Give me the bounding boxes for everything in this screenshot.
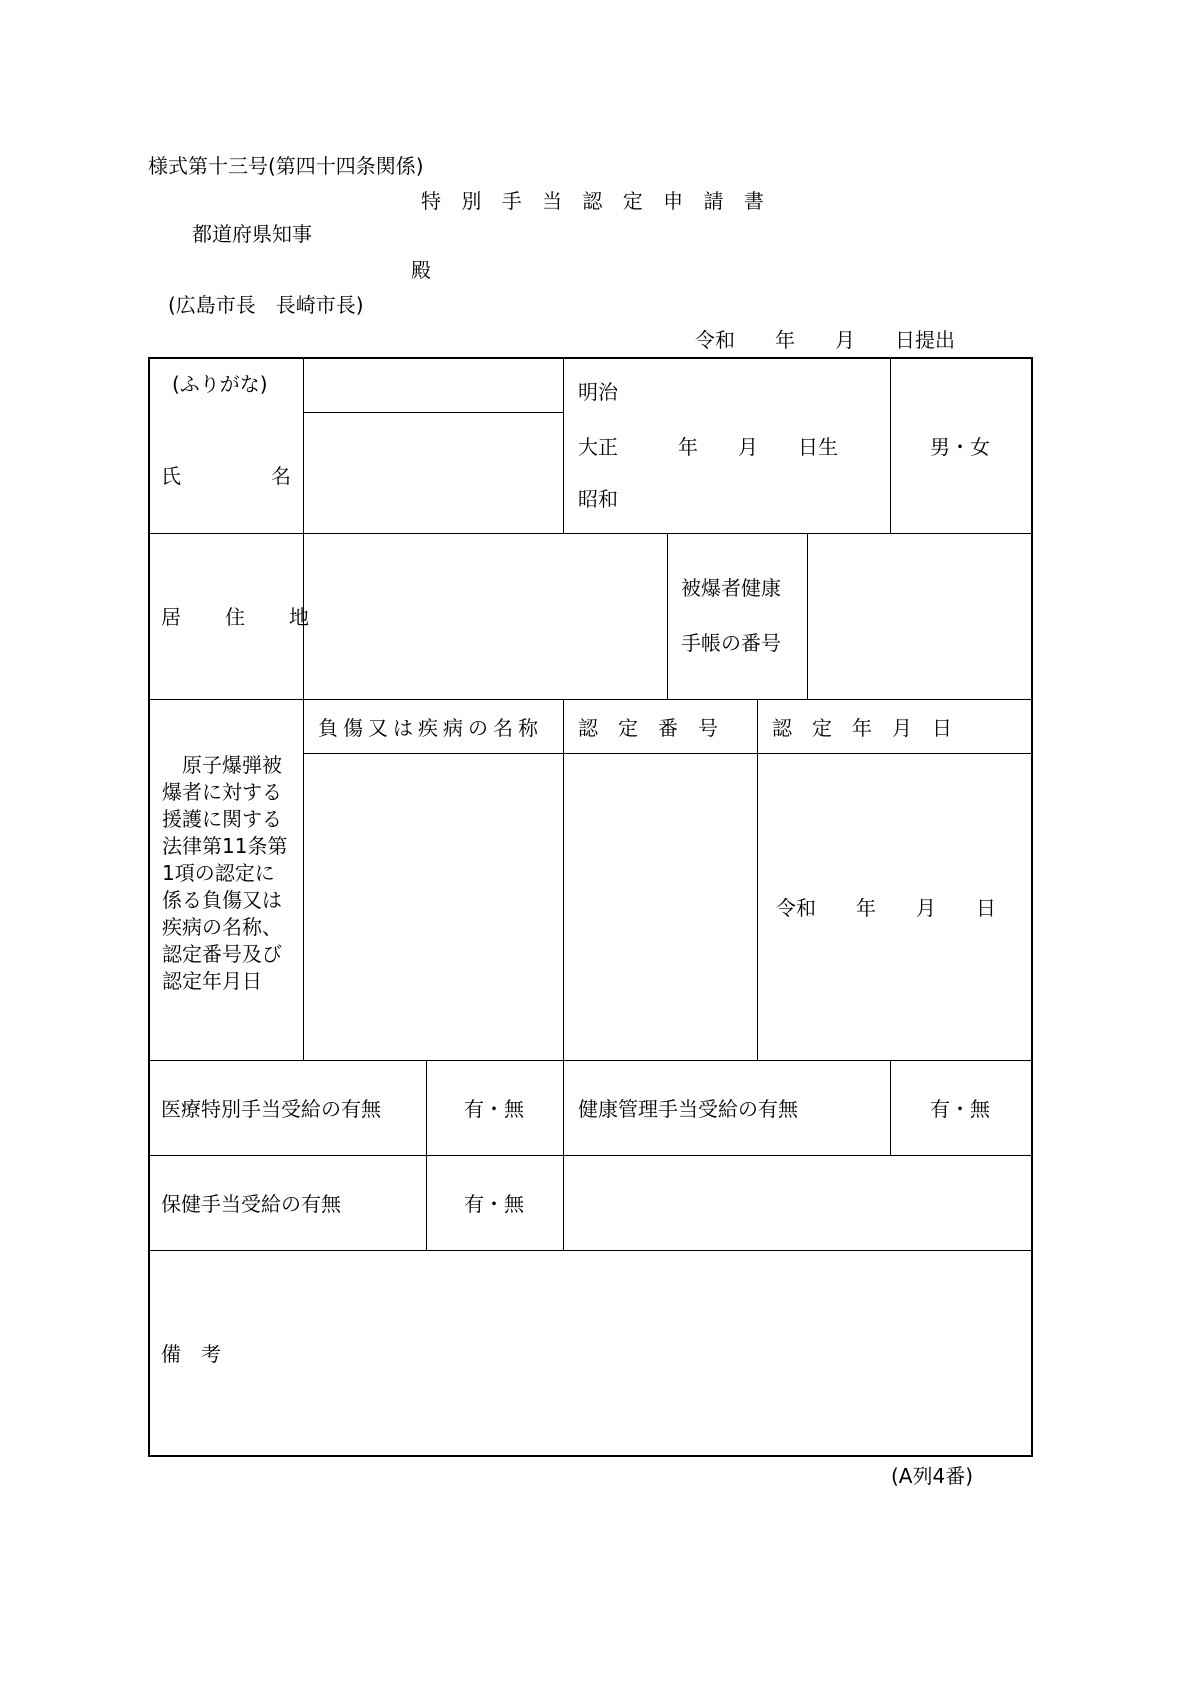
name-label-2: 名 — [271, 464, 291, 488]
name-field[interactable] — [305, 414, 562, 532]
remarks-label: 備 考 — [161, 1342, 221, 1366]
page-title: 特 別 手 当 認 定 申 請 書 — [421, 189, 771, 213]
health-mgmt-label: 健康管理手当受給の有無 — [578, 1097, 798, 1121]
furigana-label: (ふりがな) — [172, 372, 268, 396]
residence-field[interactable] — [305, 535, 666, 698]
furigana-field[interactable] — [305, 359, 562, 411]
medical-allowance-label: 医療特別手当受給の有無 — [161, 1097, 381, 1121]
birth-date-line: 大正 年 月 日生 — [578, 435, 838, 459]
col-cert-number: 認 定 番 号 — [578, 716, 718, 740]
handbook-label-1: 被爆者健康 — [681, 576, 781, 600]
form-number: 様式第十三号(第四十四条関係) — [148, 154, 424, 178]
handbook-label-2: 手帳の番号 — [681, 631, 781, 655]
remarks-field[interactable] — [260, 1253, 1030, 1455]
medical-allowance-option[interactable]: 有・無 — [464, 1097, 524, 1121]
honorific: 殿 — [411, 258, 431, 282]
cert-date-value: 令和 年 月 日 — [776, 896, 996, 920]
col-disease-name: 負傷又は疾病の名称 — [318, 716, 543, 740]
paper-size: (A列4番) — [891, 1464, 974, 1488]
addressee: 都道府県知事 — [192, 222, 312, 246]
alt-addressee: (広島市長 長崎市長) — [168, 293, 364, 317]
health-allowance-option[interactable]: 有・無 — [464, 1192, 524, 1216]
health-mgmt-option[interactable]: 有・無 — [930, 1097, 990, 1121]
submission-date: 令和 年 月 日提出 — [695, 328, 955, 352]
cert-number-field[interactable] — [565, 755, 756, 1059]
certified-injury-label: 原子爆弾被 爆者に対する 援護に関する 法律第11条第 1項の認定に 係る負傷又は 疾病の名称、 認定番号及び 認定年月日 — [162, 753, 288, 993]
disease-name-field[interactable] — [305, 755, 562, 1059]
name-label-1: 氏 — [161, 464, 181, 488]
era-showa: 昭和 — [578, 487, 618, 511]
residence-label: 居 住 地 — [161, 605, 321, 629]
col-cert-date: 認 定 年 月 日 — [772, 716, 952, 740]
handbook-number-field[interactable] — [809, 535, 1031, 698]
health-allowance-label: 保健手当受給の有無 — [161, 1192, 341, 1216]
era-meiji: 明治 — [578, 380, 618, 404]
sex-option[interactable]: 男・女 — [930, 435, 990, 459]
